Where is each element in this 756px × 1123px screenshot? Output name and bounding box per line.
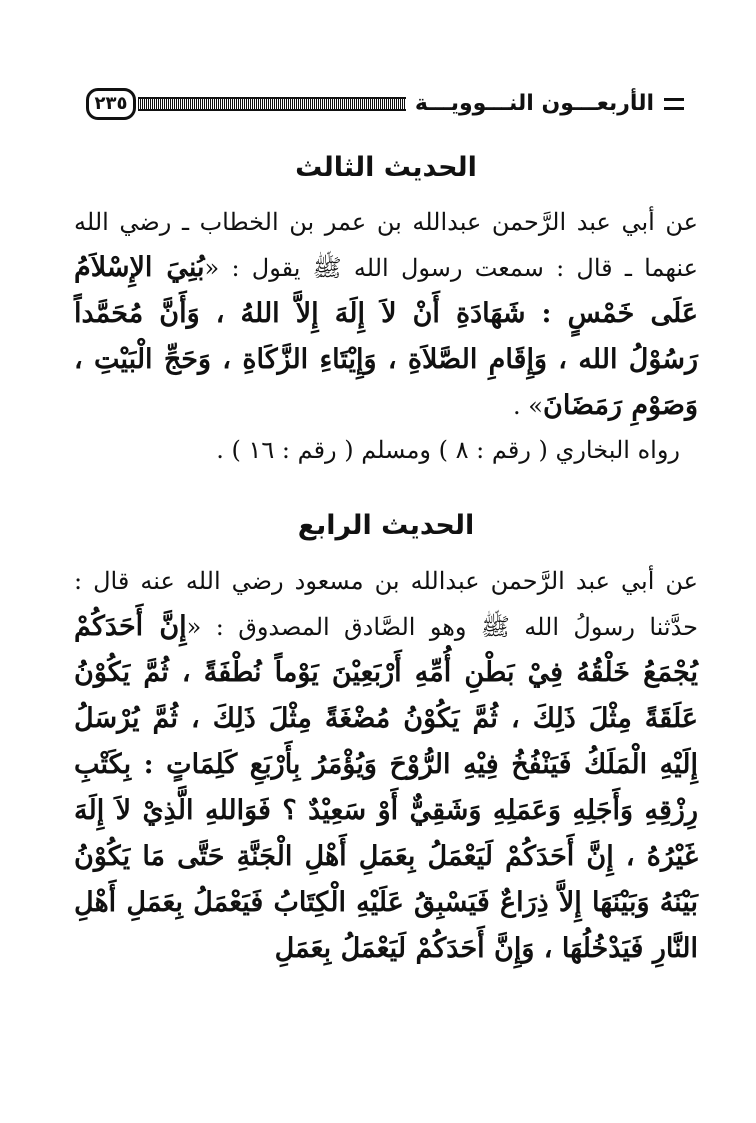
hadith-3-intro: عن أبي عبد الرَّحمن عبدالله بن عمر بن الخطاب ـ رضي الله عنهما ـ قال : سمعت رسول الله ﷺ يقول : «	[74, 208, 698, 282]
hadith-4-matn: إِنَّ أَحَدَكُمْ يُجْمَعُ خَلْقُهُ فِيْ بَطْنِ أُمِّهِ أَرْبَعِيْنَ يَوْماً نُطْفَةً ، ثُمَّ يَكُوْنُ عَلَقَةً مِثْلَ ذَلِكَ ، ثُمَّ يَكُوْنُ مُضْغَةً مِثْلَ ذَلِكَ ، ثُمَّ يُرْسَلُ إِلَيْهِ الْمَلَكُ فَيَنْفُخُ فِيْهِ الرُّوْحَ وَيُؤْمَرُ بِأَرْبَعِ كَلِمَاتٍ : بِكَتْبِ رِزْقِهِ وَأَجَلِهِ وَعَمَلِهِ وَشَقِيٌّ أَوْ سَعِيْدٌ ؟ فَوَاللهِ الَّذِيْ لاَ إِلَهَ غَيْرُهُ ، إِنَّ أَحَدَكُمْ لَيَعْمَلُ بِعَمَلِ أَهْلِ الْجَنَّةِ حَتَّى مَا يَكُوْنُ بَيْنَهُ وَبَيْنَهَا إِلاَّ ذِرَاعٌ فَيَسْبِقُ عَلَيْهِ الْكِتَابُ فَيَعْمَلُ بِعَمَلِ أَهْلِ النَّارِ فَيَدْخُلُهَا ، وَإِنَّ أَحَدَكُمْ لَيَعْمَلُ بِعَمَلِ	[74, 611, 698, 964]
hadith-4-body	[74, 558, 698, 972]
hadith-4-section	[74, 508, 698, 972]
hadith-3-takhrij: رواه البخاري ( رقم : ٨ ) ومسلم ( رقم : ١٦ ) .	[216, 436, 680, 464]
hadith-3-body	[74, 200, 698, 429]
book-title: الأربعـــون النـــوويـــة	[414, 91, 654, 116]
hadith-4-title: الحديث الرابع	[297, 510, 475, 541]
running-header	[86, 88, 684, 124]
header-rule	[138, 97, 406, 111]
hadith-3-closing: » .	[513, 392, 543, 420]
hadith-3-title: الحديث الثالث	[295, 152, 477, 183]
hadith-4-intro: عن أبي عبد الرَّحمن عبدالله بن مسعود رضي الله عنه قال : حدَّثنا رسولُ الله ﷺ وهو الصَّادق المصدوق : «	[74, 567, 698, 641]
hadith-3-matn: بُنِيَ الإِسْلاَمُ عَلَى خَمْسٍ : شَهَادَةِ أَنْ لاَ إِلَهَ إِلاَّ اللهُ ، وَأَنَّ مُحَمَّداً رَسُوْلُ الله ، وَإِقَامِ الصَّلاَةِ ، وَإِيْتَاءِ الزَّكَاةِ ، وَحَجِّ الْبَيْتِ ، وَصَوْمِ رَمَضَانَ	[74, 252, 698, 421]
hadith-3-section	[74, 150, 698, 471]
header-ornament-icon	[664, 98, 684, 110]
page-number: ٢٣٥	[86, 88, 136, 120]
